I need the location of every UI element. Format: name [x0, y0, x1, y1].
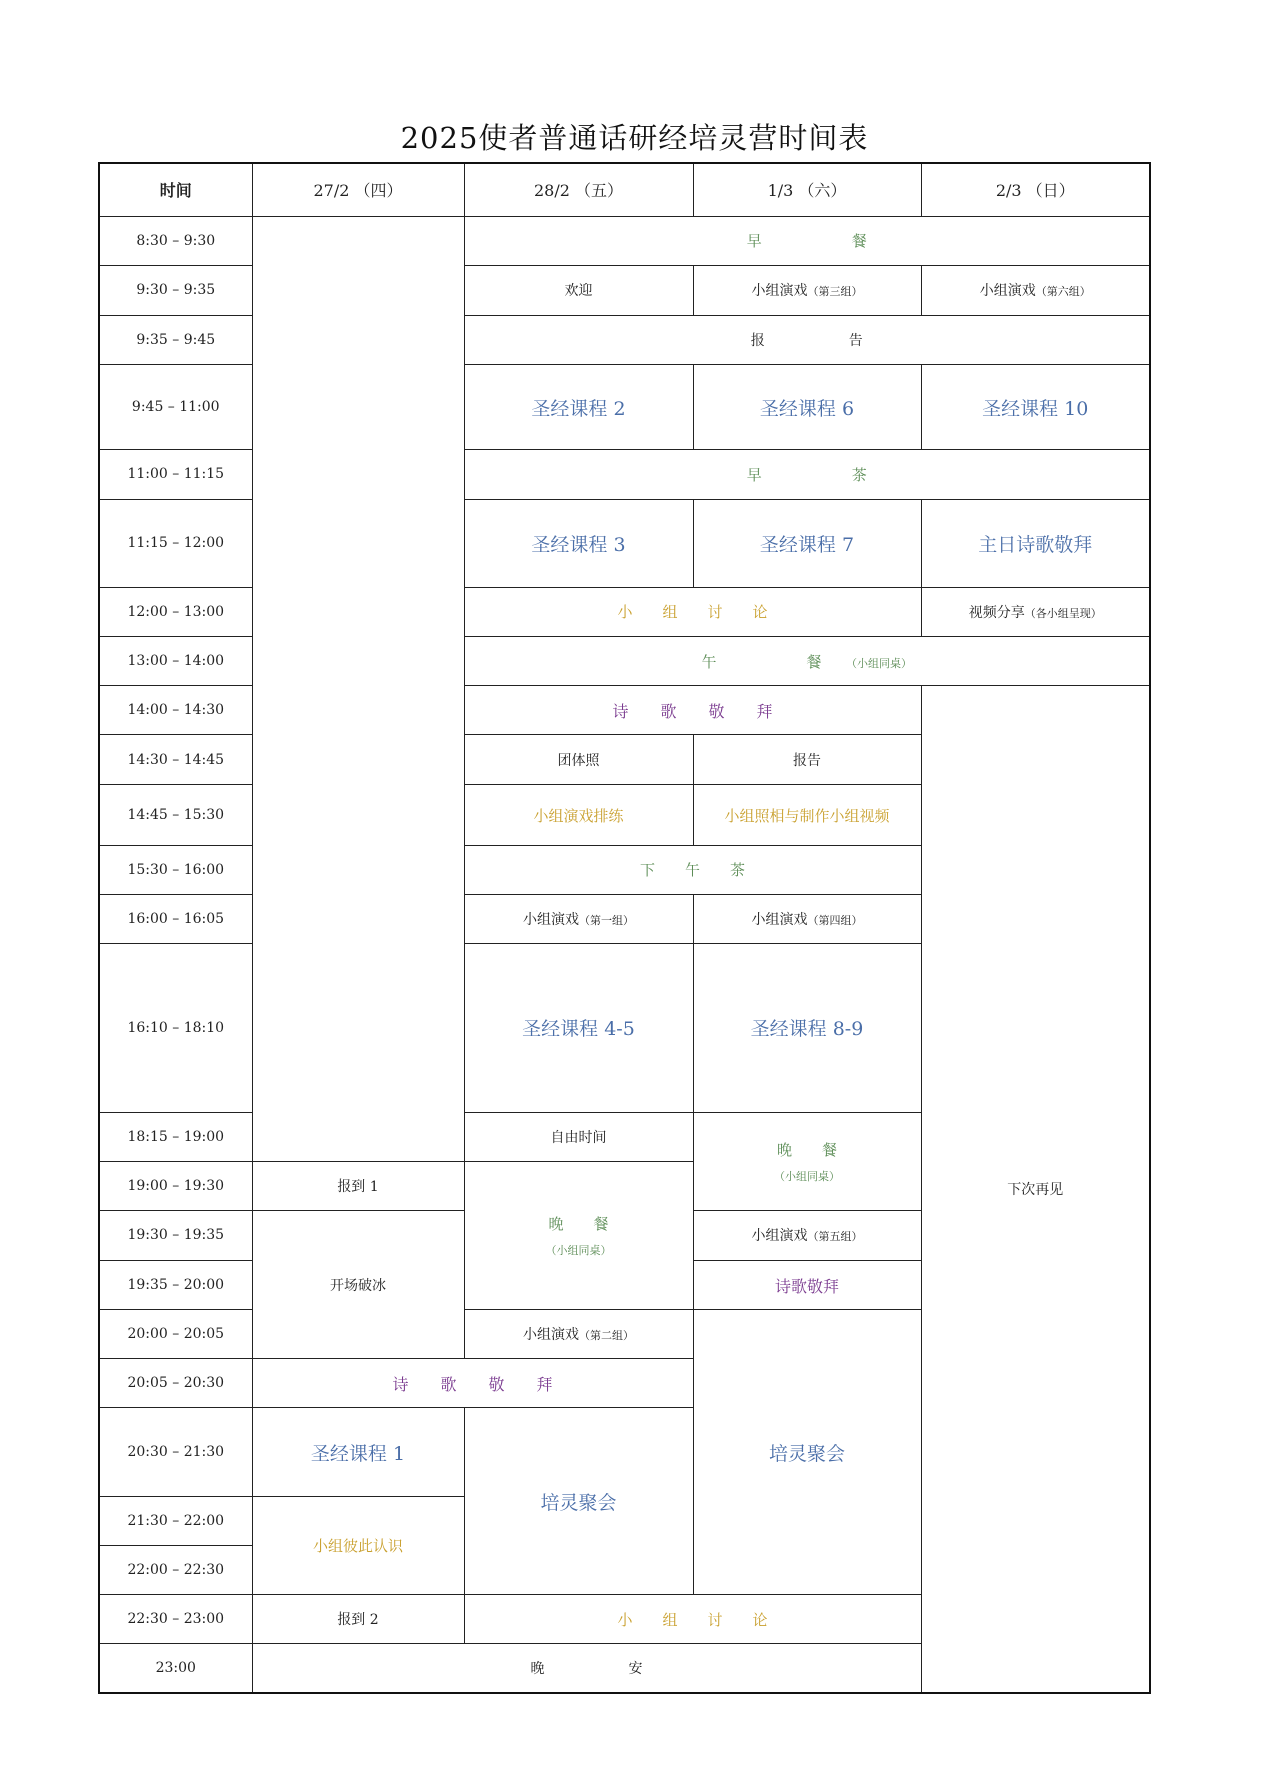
bible-course-cell: 圣经课程 10: [921, 365, 1150, 450]
see-you-cell: 下次再见: [921, 686, 1150, 1693]
time-cell: 18:15 – 19:00: [99, 1112, 252, 1161]
time-cell: 15:30 – 16:00: [99, 845, 252, 894]
icebreak-cell: 开场破冰: [252, 1210, 464, 1358]
skit-label: 小组演戏: [979, 283, 1036, 300]
time-cell: 14:45 – 15:30: [99, 785, 252, 845]
time-cell: 23:00: [99, 1644, 252, 1693]
skit-cell: [921, 265, 1150, 315]
skit-label: 小组演戏: [751, 283, 808, 300]
dinner-note: （小组同桌）: [774, 1169, 840, 1183]
time-cell: 14:30 – 14:45: [99, 735, 252, 785]
skit-cell: [693, 265, 921, 315]
skit-label: 小组演戏: [751, 1228, 808, 1245]
worship-cell: 诗 歌 敬 拜: [464, 686, 921, 735]
revival-meeting-cell: 培灵聚会: [464, 1408, 693, 1595]
welcome-cell: 欢迎: [464, 265, 693, 315]
skit-note: （第一组）: [579, 913, 634, 927]
video-share-note: （各小组呈现）: [1024, 606, 1102, 620]
dinner-cell: [464, 1161, 693, 1309]
time-cell: 11:15 – 12:00: [99, 499, 252, 587]
header-row: [99, 163, 1150, 216]
lunch-cell: [464, 637, 1150, 686]
schedule-table: [98, 162, 1151, 1694]
time-cell: 22:30 – 23:00: [99, 1595, 252, 1644]
bible-course-cell: 圣经课程 8-9: [693, 943, 921, 1112]
video-share-cell: [921, 587, 1150, 636]
skit-label: 小组演戏: [523, 911, 579, 928]
page-title: 2025使者普通话研经培灵营时间表: [400, 121, 869, 155]
group-photo-cell: 团体照: [464, 735, 693, 785]
time-cell: 16:00 – 16:05: [99, 894, 252, 943]
video-share-label: 视频分享: [968, 604, 1025, 621]
group-discussion-cell: 小 组 讨 论: [464, 1595, 921, 1644]
dinner-cell: [693, 1112, 921, 1210]
revival-meeting-cell: 培灵聚会: [693, 1310, 921, 1595]
time-cell: 20:05 – 20:30: [99, 1359, 252, 1408]
breakfast-cell: 早 餐: [464, 216, 1150, 265]
lunch-label: 午 餐: [701, 652, 822, 671]
worship-cell: 诗歌敬拜: [693, 1260, 921, 1309]
time-cell: 9:35 – 9:45: [99, 315, 252, 364]
lunch-note: （小组同桌）: [851, 656, 913, 670]
dinner-label: 晚 餐: [776, 1140, 837, 1159]
worship-cell: 诗 歌 敬 拜: [252, 1359, 693, 1408]
header-time: 时间: [99, 163, 252, 216]
bible-course-cell: 圣经课程 4-5: [464, 943, 693, 1112]
skit-cell: [693, 1210, 921, 1260]
time-cell: 19:30 – 19:35: [99, 1210, 252, 1260]
report-cell: 报告: [693, 735, 921, 785]
time-cell: 19:35 – 20:00: [99, 1260, 252, 1309]
time-cell: 13:00 – 14:00: [99, 637, 252, 686]
time-cell: 14:00 – 14:30: [99, 686, 252, 735]
header-thu: 27/2 （四）: [252, 163, 464, 216]
skit-rehearsal-cell: 小组演戏排练: [464, 785, 693, 845]
bible-course-cell: 圣经课程 3: [464, 499, 693, 587]
skit-note: （第五组）: [807, 1230, 863, 1244]
skit-label: 小组演戏: [751, 911, 808, 928]
skit-label: 小组演戏: [523, 1327, 579, 1344]
lords-day-worship-cell: 主日诗歌敬拜: [921, 499, 1150, 587]
checkin-cell: 报到 2: [252, 1595, 464, 1644]
time-cell: 16:10 – 18:10: [99, 943, 252, 1112]
time-cell: 20:30 – 21:30: [99, 1408, 252, 1496]
time-cell: 11:00 – 11:15: [99, 450, 252, 499]
time-cell: 19:00 – 19:30: [99, 1161, 252, 1210]
time-cell: 12:00 – 13:00: [99, 587, 252, 636]
time-cell: 8:30 – 9:30: [99, 216, 252, 265]
skit-cell: [464, 1310, 693, 1359]
time-cell: 9:30 – 9:35: [99, 265, 252, 315]
bible-course-cell: 圣经课程 1: [252, 1408, 464, 1496]
time-cell: 9:45 – 11:00: [99, 365, 252, 450]
empty-cell-thu: [252, 216, 464, 1161]
skit-note: （第六组）: [1035, 285, 1091, 299]
skit-cell: [693, 894, 921, 943]
header-sun: 2/3 （日）: [921, 163, 1150, 216]
bible-course-cell: 圣经课程 6: [693, 365, 921, 450]
header-fri: 28/2 （五）: [464, 163, 693, 216]
dinner-note: （小组同桌）: [545, 1243, 612, 1257]
get-to-know-cell: 小组彼此认识: [252, 1496, 464, 1594]
bible-course-cell: 圣经课程 7: [693, 499, 921, 587]
group-video-cell: 小组照相与制作小组视频: [693, 785, 921, 845]
skit-note: （第二组）: [579, 1329, 634, 1343]
group-discussion-cell: 小 组 讨 论: [464, 587, 921, 636]
skit-note: （第三组）: [807, 285, 863, 299]
dinner-label: 晚 餐: [548, 1214, 609, 1233]
afternoon-tea-cell: 下 午 茶: [464, 845, 921, 894]
report-cell: 报 告: [464, 315, 1150, 364]
header-sat: 1/3 （六）: [693, 163, 921, 216]
bible-course-cell: 圣经课程 2: [464, 365, 693, 450]
skit-cell: [464, 894, 693, 943]
free-time-cell: 自由时间: [464, 1112, 693, 1161]
morning-tea-cell: 早 茶: [464, 450, 1150, 499]
time-cell: 21:30 – 22:00: [99, 1496, 252, 1545]
time-cell: 22:00 – 22:30: [99, 1545, 252, 1594]
time-cell: 20:00 – 20:05: [99, 1310, 252, 1359]
skit-note: （第四组）: [807, 913, 863, 927]
checkin-cell: 报到 1: [252, 1161, 464, 1210]
goodnight-cell: 晚 安: [252, 1644, 921, 1693]
